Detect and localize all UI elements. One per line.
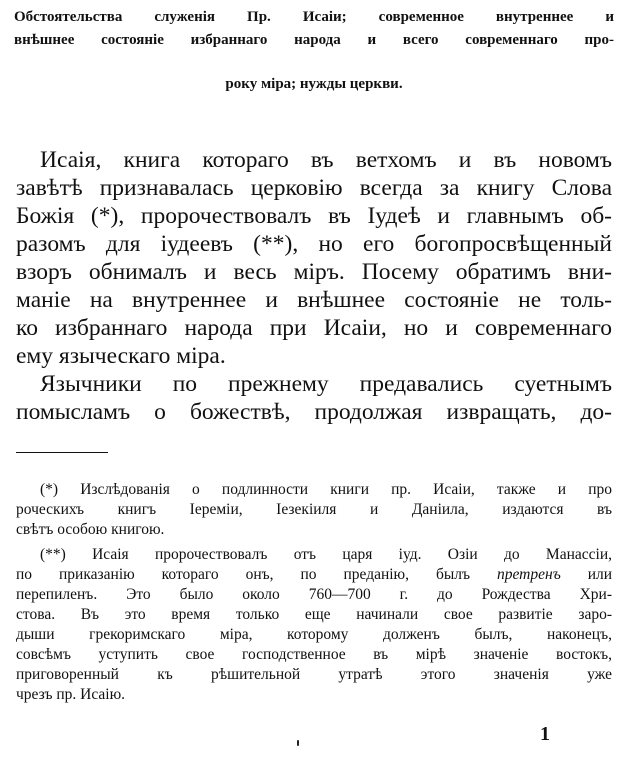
page-number: 1 [540,723,550,745]
body-line-10: помысламъ о божествѣ, продолжая извращать, до- [16,399,612,425]
footnote-2-line-1: (**) Исаія пророчествовалъ отъ царя іуд. Озіи до Манассіи, [40,546,612,563]
body-line-8: ему языческаго міра. [16,343,226,369]
footnote-1-line-3: свѣтъ особою книгою. [16,521,165,538]
footnote-2-line-2-text: по приказанію котораго онъ, по преданію, былъ [16,566,471,583]
body-line-1: Исаія, книга котораго въ ветхомъ и въ новомъ [40,147,612,173]
print-speck [297,740,299,746]
footnote-2-line-8: чрезъ пр. Исаію. [16,686,126,703]
footnote-2-line-7: приговоренный къ рѣшительной утратѣ этого значенія уже [16,666,612,683]
body-line-2: завѣтѣ признавалась церковію всегда за книгу Слова [16,175,612,201]
chapter-heading-line-2: внѣшнее состояніе избраннаго народа и всего современнаго про- [14,32,614,48]
footnote-2-line-2 [16,565,612,585]
body-line-7: ко избраннаго народа при Исаіи, но и современнаго [16,315,612,341]
footnote-2-line-4: стова. Въ это время только еще начинали свое развитіе заро- [16,606,612,623]
chapter-heading-line-3: року міра; нужды церкви. [225,76,403,92]
footnote-1-line-1: (*) Изслѣдованія о подлинности книги пр. Исаіи, также и про [40,481,612,498]
footnote-separator [16,452,108,453]
body-line-6: маніе на внутреннее и внѣшнее состояніе не толь- [16,287,612,313]
body-line-5: взоръ обнималъ и весь міръ. Посему обратимъ вни- [16,259,612,285]
chapter-heading-line-1: Обстоятельства служенія Пр. Исаіи; современное внутреннее и [14,9,614,25]
body-line-4: разомъ для іудеевъ (**), но его богопросвѣщенный [16,231,612,257]
body-line-9: Язычники по прежнему предавались суетнымъ [40,371,612,397]
footnote-1-line-2: роческихъ книгъ Іереміи, Іезекіиля и Даніила, издаются въ [16,501,612,518]
footnote-2-line-3: перепиленъ. Это было около 760—700 г. до Рождества Хри- [16,586,612,603]
body-line-3: Божія (*), пророчествовалъ въ Іудеѣ и главнымъ об- [16,203,612,229]
footnote-2-italic-word: претренъ [497,566,561,583]
footnote-2-line-2-end: или [587,566,613,583]
footnote-2-line-6: совсѣмъ уступить свое господственное въ мірѣ значеніе востокъ, [16,646,612,663]
footnote-2-line-5: дыши грекоримскаго міра, которому долженъ былъ, наконецъ, [16,626,612,643]
